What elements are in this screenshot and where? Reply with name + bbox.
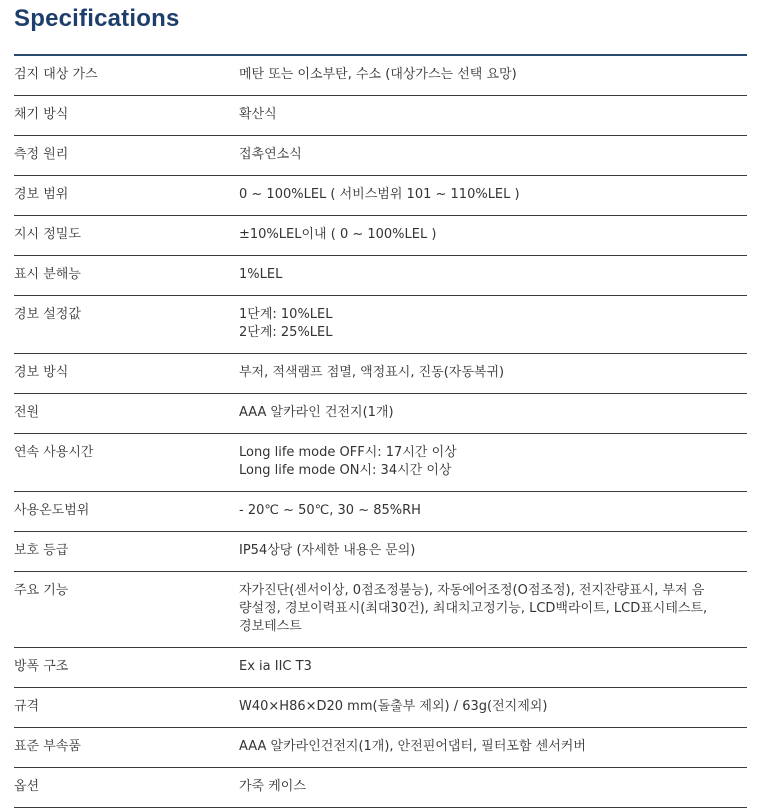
spec-value-line: AAA 알카라인건전지(1개), 안전핀어댑터, 필터포함 센서커버 — [239, 739, 586, 754]
spec-label: 검지 대상 가스 — [14, 56, 239, 96]
spec-value-line: 경보테스트 — [239, 619, 302, 634]
spec-label: 측정 원리 — [14, 136, 239, 176]
spec-value-line: AAA 알카라인 건전지(1개) — [239, 405, 394, 420]
spec-value — [239, 296, 747, 354]
spec-value-line: 접촉연소식 — [239, 147, 302, 162]
spec-label: 경보 설정값 — [14, 296, 239, 354]
spec-value-line: 메탄 또는 이소부탄, 수소 (대상가스는 선택 요망) — [239, 67, 517, 82]
spec-label: 지시 정밀도 — [14, 216, 239, 256]
spec-label: 채기 방식 — [14, 96, 239, 136]
spec-value-line: 1%LEL — [239, 267, 283, 282]
spec-value — [239, 256, 747, 296]
spec-value — [239, 532, 747, 572]
spec-row — [14, 572, 747, 648]
spec-value-line: 가죽 케이스 — [239, 779, 306, 794]
page-title: Specifications — [14, 5, 180, 32]
spec-label: 보호 등급 — [14, 532, 239, 572]
spec-value — [239, 768, 747, 808]
spec-label: 전원 — [14, 394, 239, 434]
spec-row — [14, 434, 747, 492]
spec-value — [239, 688, 747, 728]
spec-value-line: Ex ia IIC T3 — [239, 659, 312, 674]
spec-label: 표준 부속품 — [14, 728, 239, 768]
spec-value-line: 량설정, 경보이력표시(최대30건), 최대치고정기능, LCD백라이트, LCD표시테스트, — [239, 601, 708, 616]
spec-value-line: Long life mode ON시: 34시간 이상 — [239, 463, 452, 478]
spec-row — [14, 256, 747, 296]
spec-row — [14, 354, 747, 394]
spec-row — [14, 176, 747, 216]
spec-value — [239, 648, 747, 688]
spec-value — [239, 216, 747, 256]
spec-label: 주요 기능 — [14, 572, 239, 648]
spec-row — [14, 296, 747, 354]
spec-value-line: W40×H86×D20 mm(돌출부 제외) / 63g(전지제외) — [239, 699, 548, 714]
spec-value-line: 0 ~ 100%LEL ( 서비스범위 101 ~ 110%LEL ) — [239, 187, 520, 202]
spec-value-line: Long life mode OFF시: 17시간 이상 — [239, 445, 457, 460]
spec-row — [14, 688, 747, 728]
spec-label: 경보 범위 — [14, 176, 239, 216]
spec-value-line: ±10%LEL이내 ( 0 ~ 100%LEL ) — [239, 227, 437, 242]
spec-row — [14, 56, 747, 96]
spec-row — [14, 136, 747, 176]
spec-row — [14, 216, 747, 256]
spec-value — [239, 176, 747, 216]
spec-row — [14, 492, 747, 532]
spec-value — [239, 572, 747, 648]
spec-label: 연속 사용시간 — [14, 434, 239, 492]
spec-value — [239, 728, 747, 768]
spec-label: 사용온도범위 — [14, 492, 239, 532]
spec-row — [14, 648, 747, 688]
spec-label: 표시 분해능 — [14, 256, 239, 296]
specifications-table — [14, 56, 747, 808]
spec-row — [14, 728, 747, 768]
spec-row — [14, 768, 747, 808]
spec-value — [239, 354, 747, 394]
spec-value — [239, 492, 747, 532]
spec-label: 방폭 구조 — [14, 648, 239, 688]
spec-value-line: 1단계: 10%LEL — [239, 307, 333, 322]
spec-value-line: 2단계: 25%LEL — [239, 325, 333, 340]
spec-value-line: 부저, 적색램프 점멸, 액정표시, 진동(자동복귀) — [239, 365, 505, 380]
spec-value-line: - 20℃ ~ 50℃, 30 ~ 85%RH — [239, 503, 421, 518]
spec-label: 경보 방식 — [14, 354, 239, 394]
spec-value-line: 확산식 — [239, 107, 277, 122]
spec-value — [239, 96, 747, 136]
spec-row — [14, 96, 747, 136]
spec-row — [14, 532, 747, 572]
spec-row — [14, 394, 747, 434]
spec-value-line: 자가진단(센서이상, 0점조정불능), 자동에어조정(O점조정), 전지잔량표시, 부저 음 — [239, 583, 705, 598]
spec-label: 옵션 — [14, 768, 239, 808]
specifications-table-body — [14, 56, 747, 808]
spec-value — [239, 434, 747, 492]
spec-value-line: IP54상당 (자세한 내용은 문의) — [239, 543, 416, 558]
spec-value — [239, 394, 747, 434]
spec-value — [239, 56, 747, 96]
spec-value — [239, 136, 747, 176]
spec-label: 규격 — [14, 688, 239, 728]
